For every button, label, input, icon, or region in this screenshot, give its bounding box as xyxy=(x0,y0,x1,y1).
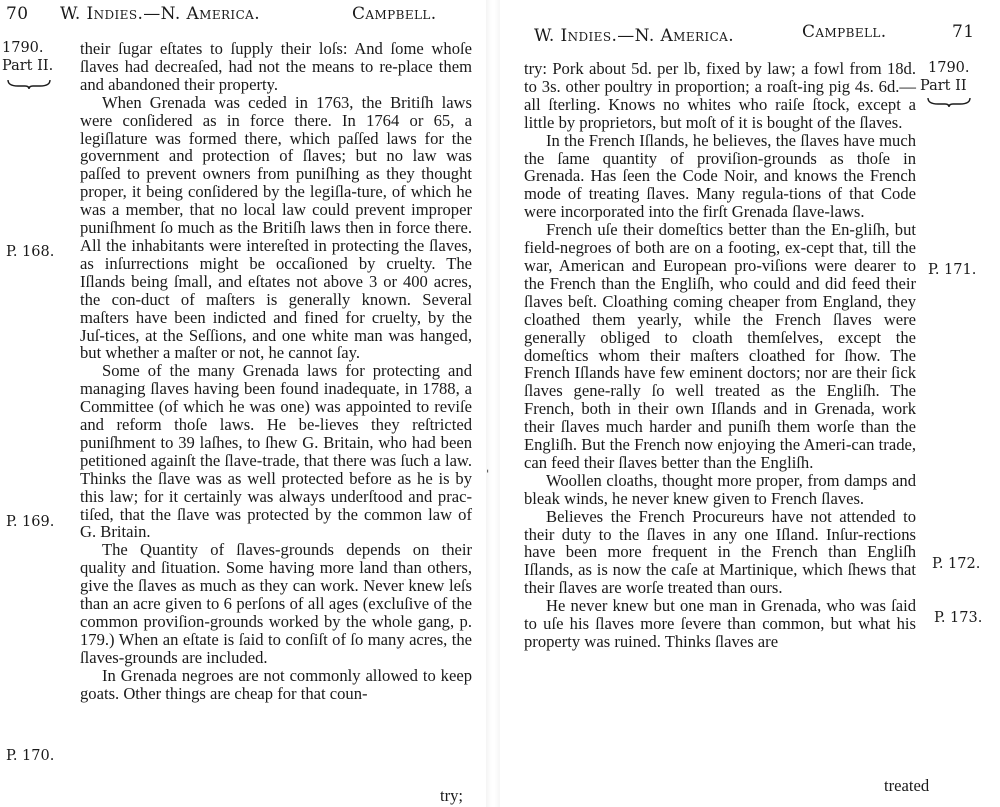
left-body-text xyxy=(80,40,472,703)
left-page-number: 70 xyxy=(6,4,29,24)
left-catchword: try; xyxy=(440,786,464,805)
right-paragraph: He never knew but one man in Grenada, who was ſaid to uſe his ſlaves more ſevere than common, but what his property was ruined. Thinks ſlaves are xyxy=(524,596,916,651)
left-margin-ref-168: P. 168. xyxy=(6,244,55,260)
right-running-head-witness: Campbell. xyxy=(802,22,887,42)
left-margin-part: Part II. xyxy=(2,58,54,74)
left-paragraph: The Quantity of ſlaves-grounds depends on their quality and ſituation. Some having more land than others, give the ſlaves as much as they can work. Never knew leſs than an acre given to 6 perſons of all ages (excluſive of the common proviſion-grounds worked by the whole gang, p. 179.) When an eſtate is ſaid to conſiſt of ſo many acres, the ſlaves-grounds are included. xyxy=(80,540,472,667)
right-margin-year: 1790. xyxy=(928,60,970,76)
left-paragraph: Some of the many Grenada laws for protecting and managing ſlaves having been found inadequate, in 1788, a Committee (of which he was one) was appointed to reviſe and reform thoſe laws. He be-lieves they reſtricted puniſhment to 39 laſhes, to ſhew G. Britain, who had been petitioned againſt the ſlave-trade, that there was ſuch a law. Thinks the ſlave was as well protected before as he is by this law; for it certainly was always underſtood and prac-tiſed, that the ſlave was protected by the common law of G. Britain. xyxy=(80,361,472,542)
right-catchword: treated xyxy=(884,776,930,795)
right-margin-ref-171: P. 171. xyxy=(928,262,977,278)
right-margin-ref-172: P. 172. xyxy=(932,556,981,572)
binding-mark-icon: ˌ xyxy=(486,460,490,474)
right-body-text xyxy=(524,60,916,651)
left-paragraph: their ſugar eſtates to ſupply their loſs: And ſome whoſe ſlaves had decreaſed, had not the means to re-place them and abandoned their property. xyxy=(80,39,472,94)
right-paragraph: In the French Iſlands, he believes, the ſlaves have much the ſame quantity of proviſion-grounds as thoſe in Grenada. Has ſeen the Code Noir, and knows the French mode of treating ſlaves. Many regula-tions of that Code were incorporated into the firſt Grenada ſlave-laws. xyxy=(524,130,916,222)
left-margin-ref-169: P. 169. xyxy=(6,514,55,530)
right-running-head-region: W. Indies.—N. America. xyxy=(534,26,735,46)
left-brace-icon xyxy=(6,78,52,90)
left-running-head-witness: Campbell. xyxy=(352,4,437,24)
right-brace-icon xyxy=(926,96,972,108)
left-margin-ref-170: P. 170. xyxy=(6,748,55,764)
right-margin-part: Part II xyxy=(920,78,967,94)
right-page xyxy=(500,0,1000,807)
right-paragraph: Woollen cloaths, thought more proper, from damps and bleak winds, he never knew given to French ſlaves. xyxy=(524,470,916,508)
left-paragraph: In Grenada negroes are not commonly allowed to keep goats. Other things are cheap for that coun- xyxy=(80,665,472,703)
right-page-number: 71 xyxy=(952,22,975,42)
book-gutter xyxy=(486,0,500,807)
right-paragraph: French uſe their domeſtics better than the En-gliſh, but field-negroes of both are on a footing, ex-cept that, till the war, American and European pro-viſions were dearer to the French than the Engliſh, who could and did feed their ſlaves beſt. Cloathing coming cheaper from England, they cloathed them yearly, while the French ſlaves were generally obliged to cloath themſelves, except the domeſtics whom their maſters cloathed for ſhow. The French Iſlands have few eminent doctors; nor are their ſick ſlaves gene-rally ſo well treated as the Engliſh. The French, both in their own Iſlands and in Grenada, work their ſlaves much harder and puniſh them worſe than the Engliſh. But the French now enjoying the Ameri-can trade, can feed their ſlaves better than the Engliſh. xyxy=(524,220,916,472)
left-paragraph: When Grenada was ceded in 1763, the Britiſh laws were conſidered as in force there. In 1764 or 65, a legiſlature was formed there, which paſſed laws for the government and protection of ſlaves; but no law was paſſed to prevent owners from puniſhing as they thought proper, it being conſidered by the legiſla-ture, of which he was a member, that no local law could prevent improper puniſhment ſo much as the Britiſh laws then in force there. All the inhabitants were intereſted in protecting the ſlaves, as inſurrections might be occaſioned by cruelty. The Iſlands being ſmall, and eſtates not above 3 or 400 acres, the con-duct of maſters is generally known. Several maſters have been indicted and fined for cruelty, by the Juſ-tices, at the Seſſions, and one white man was hanged, but whether a maſter or not, he cannot ſay. xyxy=(80,92,472,363)
left-running-head-region: W. Indies.—N. America. xyxy=(60,4,261,24)
right-paragraph: try: Pork about 5d. per lb, fixed by law; a fowl from 18d. to 3s. other poultry in proportion; a roaſt-ing pig 4s. 6d.—all ſterling. Knows no whites who raiſe ſtock, except a little by proprietors, but moſt of it is bought of the ſlaves. xyxy=(524,59,916,132)
right-paragraph: Believes the French Procureurs have not attended to their duty to the ſlaves in any one Iſland. Inſur-rections have been more frequent in the French than Engliſh Iſlands, as is now the caſe at Martinique, which ſhews that their ſlaves are worſe treated than ours. xyxy=(524,506,916,598)
left-page xyxy=(0,0,486,807)
right-margin-ref-173: P. 173. xyxy=(934,610,983,626)
left-margin-year: 1790. xyxy=(2,40,44,56)
